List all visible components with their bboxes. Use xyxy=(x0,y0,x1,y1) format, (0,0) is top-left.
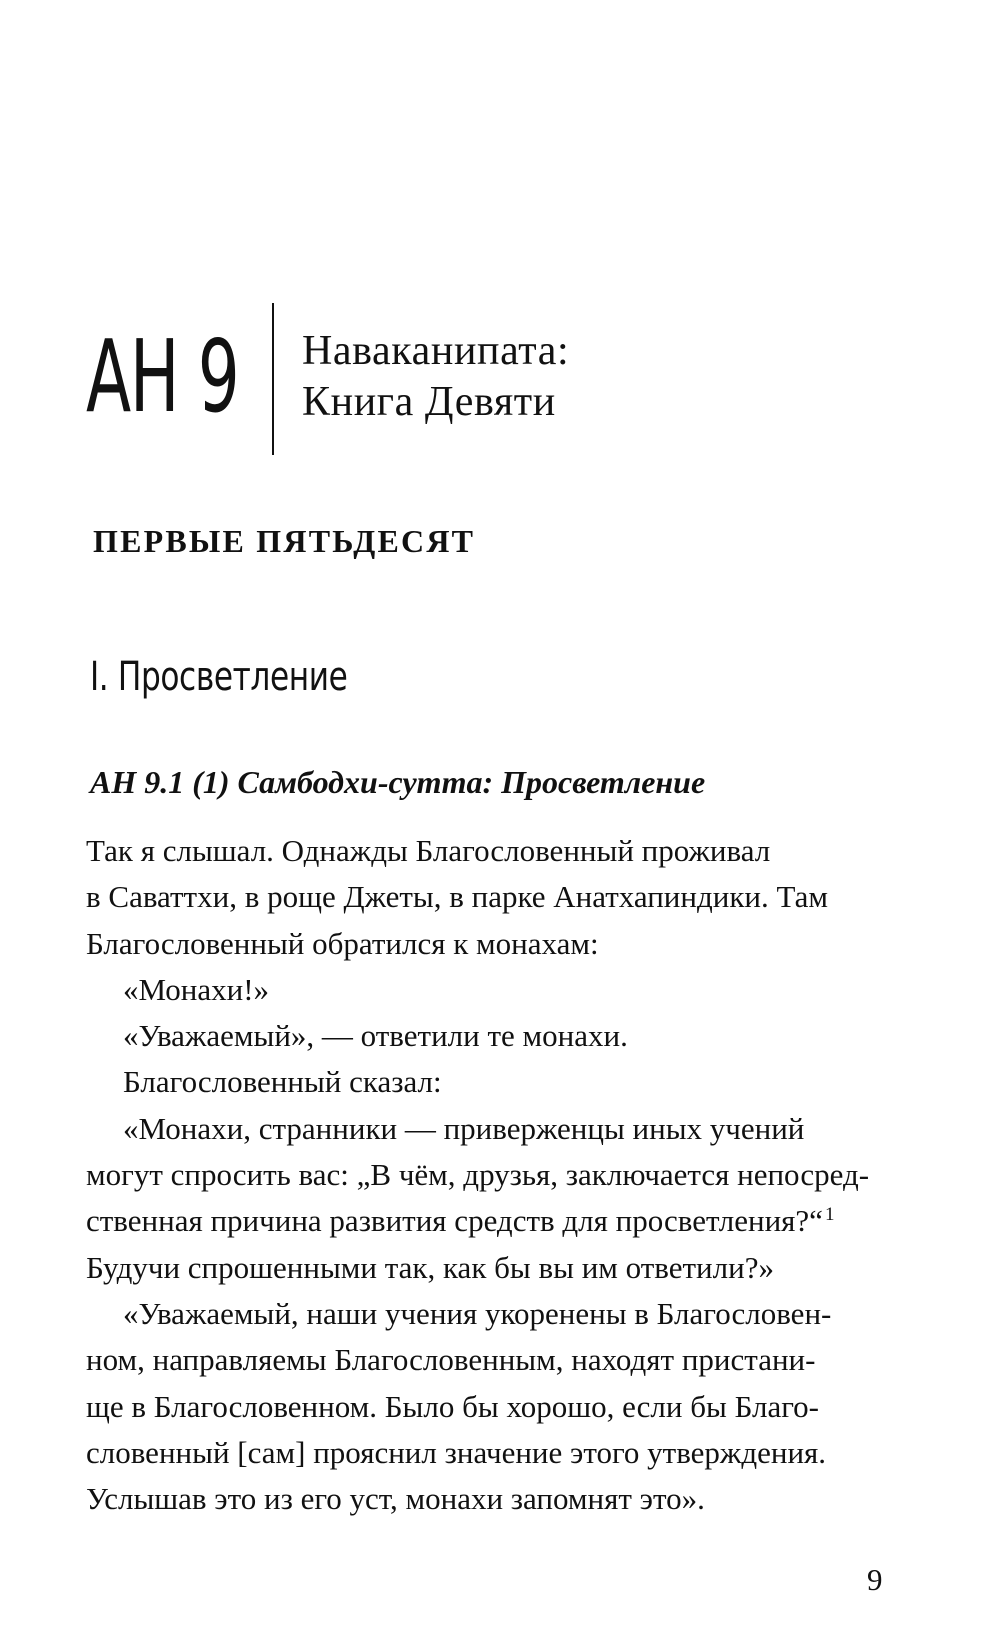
chapter-number: АН 9 xyxy=(86,318,239,435)
body-line: в Саваттхи, в роще Джеты, в парке Анатхапиндики. Там xyxy=(86,879,829,915)
body-line: могут спросить вас: „В чём, друзья, заключается непосред- xyxy=(86,1157,870,1193)
body-line: «Уважаемый, наши учения укоренены в Благословен- xyxy=(123,1295,832,1331)
body-line: Благословенный сказал: xyxy=(123,1064,442,1100)
body-line-with-footnote xyxy=(86,1198,916,1244)
body-line-text: ственная причина развития средств для просветления?“ xyxy=(86,1203,823,1239)
body-line: Услышав это из его уст, монахи запомнят это». xyxy=(86,1481,705,1517)
footnote-reference: 1 xyxy=(824,1204,835,1226)
body-line: Благословенный обратился к монахам: xyxy=(86,925,599,961)
body-line: Так я слышал. Однажды Благословенный проживал xyxy=(86,833,771,868)
body-line: «Монахи, странники — приверженцы иных учений xyxy=(123,1110,805,1146)
body-line: словенный [сам] прояснил значение этого утверждения. xyxy=(86,1434,827,1470)
section-heading: ПЕРВЫЕ ПЯТЬДЕСЯТ xyxy=(93,523,476,559)
chapter-title-line-2: Книга Девяти xyxy=(302,379,556,425)
body-line: ще в Благословенном. Было бы хорошо, если бы Благо- xyxy=(86,1388,819,1424)
chapter-title xyxy=(302,326,569,428)
body-line: ном, направляемы Благословенным, находят пристани- xyxy=(86,1342,816,1378)
body-text xyxy=(86,828,916,1522)
page-number: 9 xyxy=(867,1562,883,1597)
sutta-title: АН 9.1 (1) Самбодхи-сутта: Просветление xyxy=(90,764,706,800)
subsection-heading: I. Просветление xyxy=(90,654,348,700)
body-line: Будучи спрошенными так, как бы вы им ответили?» xyxy=(86,1249,774,1285)
body-line: «Уважаемый», — ответили те монахи. xyxy=(123,1018,628,1054)
chapter-divider xyxy=(272,303,274,455)
chapter-title-line-1: Наваканипата: xyxy=(302,328,570,374)
body-line: «Монахи!» xyxy=(123,971,270,1007)
